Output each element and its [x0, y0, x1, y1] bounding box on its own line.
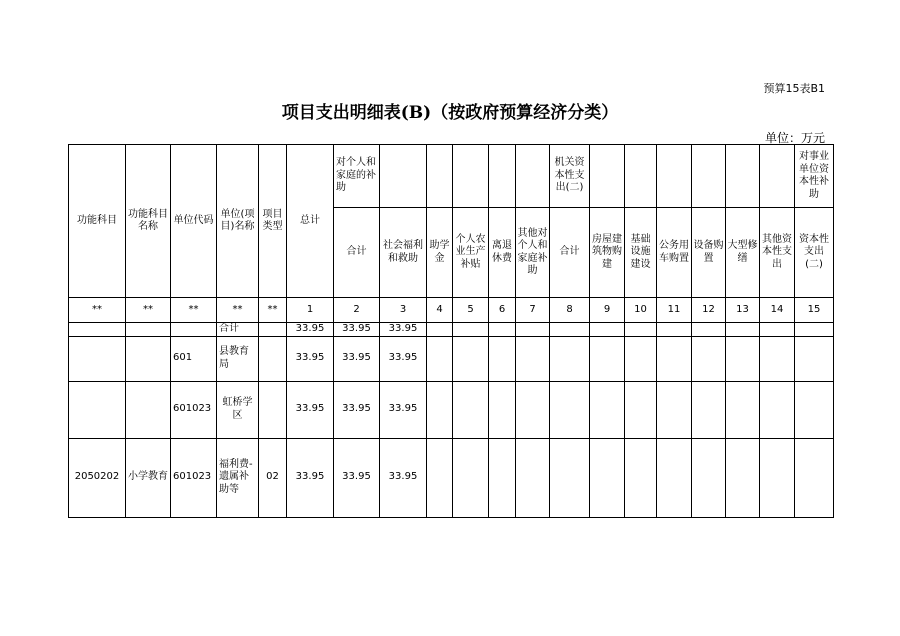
cell-empty: [489, 381, 516, 438]
index-cell: 12: [692, 298, 726, 323]
page-title: 项目支出明细表(B)（按政府预算经济分类）: [281, 103, 619, 123]
cell-empty: [625, 336, 657, 381]
cell-empty: [550, 323, 590, 337]
header-blank: [726, 145, 760, 208]
cell-empty: [692, 336, 726, 381]
cell-func-name: [126, 323, 171, 337]
index-cell: **: [126, 298, 171, 323]
cell-func-code: [69, 381, 126, 438]
header-blank: [625, 145, 657, 208]
header-official-vehicle: 公务用车购置: [657, 208, 692, 298]
header-other-capital: 其他资本性支出: [760, 208, 795, 298]
header-blank: [760, 145, 795, 208]
index-cell: **: [217, 298, 259, 323]
cell-empty: [692, 381, 726, 438]
header-blank: [380, 145, 427, 208]
header-group-personal: 对个人和家庭的补助: [334, 145, 380, 208]
cell-empty: [516, 438, 550, 517]
index-cell: 1: [287, 298, 334, 323]
header-subtotal-b: 合计: [550, 208, 590, 298]
header-total: 总计: [287, 145, 334, 298]
cell-empty: [657, 381, 692, 438]
cell-func-name: [126, 336, 171, 381]
cell-empty: [427, 336, 453, 381]
cell-welfare: 33.95: [380, 381, 427, 438]
cell-unit-name: 福利费-遗属补助等: [217, 438, 259, 517]
cell-project-type: [259, 336, 287, 381]
cell-empty: [516, 336, 550, 381]
cell-empty: [760, 336, 795, 381]
header-agri-subsidy: 个人农业生产补贴: [453, 208, 489, 298]
cell-empty: [657, 438, 692, 517]
cell-empty: [489, 336, 516, 381]
cell-func-code: 2050202: [69, 438, 126, 517]
header-blank: [516, 145, 550, 208]
header-func-name: 功能科目名称: [126, 145, 171, 298]
header-repair: 大型修缮: [726, 208, 760, 298]
header-blank: [489, 145, 516, 208]
index-cell: **: [259, 298, 287, 323]
cell-empty: [625, 323, 657, 337]
cell-empty: [657, 336, 692, 381]
cell-total: 33.95: [287, 381, 334, 438]
cell-empty: [692, 323, 726, 337]
cell-func-name: 小学教育: [126, 438, 171, 517]
cell-project-type: 02: [259, 438, 287, 517]
cell-subtotal: 33.95: [334, 438, 380, 517]
cell-subtotal: 33.95: [334, 323, 380, 337]
index-cell: 15: [795, 298, 834, 323]
cell-empty: [760, 323, 795, 337]
cell-subtotal: 33.95: [334, 336, 380, 381]
index-cell: 14: [760, 298, 795, 323]
cell-empty: [453, 438, 489, 517]
cell-unit-name: 合计: [217, 323, 259, 337]
cell-empty: [726, 438, 760, 517]
header-scholarship: 助学金: [427, 208, 453, 298]
cell-empty: [550, 381, 590, 438]
header-group-capital: 机关资本性支出(二): [550, 145, 590, 208]
index-cell: 10: [625, 298, 657, 323]
cell-empty: [590, 381, 625, 438]
table-row: [69, 336, 834, 381]
header-func-code: 功能科目: [69, 145, 126, 298]
index-cell: 11: [657, 298, 692, 323]
header-social-welfare: 社会福利和救助: [380, 208, 427, 298]
cell-empty: [427, 438, 453, 517]
table-row: [69, 323, 834, 337]
cell-empty: [692, 438, 726, 517]
cell-empty: [795, 381, 834, 438]
header-unit-name: 单位(项目)名称: [217, 145, 259, 298]
cell-empty: [489, 438, 516, 517]
form-code: 预算15表B1: [763, 82, 825, 95]
index-cell: 5: [453, 298, 489, 323]
table-row: [69, 381, 834, 438]
cell-func-code: [69, 323, 126, 337]
cell-empty: [590, 323, 625, 337]
header-housing: 房屋建筑物购建: [590, 208, 625, 298]
header-project-type: 项目类型: [259, 145, 287, 298]
index-cell: 9: [590, 298, 625, 323]
index-cell: **: [171, 298, 217, 323]
cell-empty: [726, 381, 760, 438]
cell-welfare: 33.95: [380, 438, 427, 517]
index-row: [69, 298, 834, 323]
cell-empty: [453, 336, 489, 381]
index-cell: 2: [334, 298, 380, 323]
index-cell: 3: [380, 298, 427, 323]
cell-unit-name: 虹桥学区: [217, 381, 259, 438]
cell-empty: [489, 323, 516, 337]
cell-empty: [657, 323, 692, 337]
header-group-enterprise: 对事业单位资本性补助: [795, 145, 834, 208]
cell-unit-code: 601023: [171, 381, 217, 438]
cell-total: 33.95: [287, 336, 334, 381]
cell-empty: [760, 438, 795, 517]
cell-func-name: [126, 381, 171, 438]
cell-empty: [625, 438, 657, 517]
header-unit-code: 单位代码: [171, 145, 217, 298]
cell-empty: [550, 336, 590, 381]
cell-empty: [590, 336, 625, 381]
cell-project-type: [259, 381, 287, 438]
header-equipment: 设备购置: [692, 208, 726, 298]
cell-empty: [795, 336, 834, 381]
header-retirement: 离退休费: [489, 208, 516, 298]
header-blank: [427, 145, 453, 208]
cell-empty: [726, 323, 760, 337]
cell-unit-code: 601023: [171, 438, 217, 517]
expenditure-table: [68, 144, 834, 518]
cell-empty: [516, 323, 550, 337]
header-blank: [453, 145, 489, 208]
index-cell: 8: [550, 298, 590, 323]
cell-empty: [625, 381, 657, 438]
index-cell: 7: [516, 298, 550, 323]
cell-empty: [427, 381, 453, 438]
cell-empty: [550, 438, 590, 517]
cell-empty: [590, 438, 625, 517]
index-cell: 4: [427, 298, 453, 323]
table-row: [69, 438, 834, 517]
index-cell: **: [69, 298, 126, 323]
index-cell: 13: [726, 298, 760, 323]
cell-empty: [795, 323, 834, 337]
cell-empty: [453, 323, 489, 337]
header-subtotal-a: 合计: [334, 208, 380, 298]
cell-empty: [795, 438, 834, 517]
header-blank: [657, 145, 692, 208]
cell-total: 33.95: [287, 438, 334, 517]
cell-welfare: 33.95: [380, 336, 427, 381]
header-blank: [590, 145, 625, 208]
cell-empty: [760, 381, 795, 438]
index-cell: 6: [489, 298, 516, 323]
cell-empty: [427, 323, 453, 337]
cell-project-type: [259, 323, 287, 337]
header-other-personal: 其他对个人和家庭补助: [516, 208, 550, 298]
cell-unit-name: 县教育局: [217, 336, 259, 381]
cell-unit-code: [171, 323, 217, 337]
header-infrastructure: 基础设施建设: [625, 208, 657, 298]
cell-empty: [453, 381, 489, 438]
cell-func-code: [69, 336, 126, 381]
cell-total: 33.95: [287, 323, 334, 337]
cell-empty: [516, 381, 550, 438]
cell-empty: [726, 336, 760, 381]
header-blank: [692, 145, 726, 208]
header-capital-2: 资本性支出(二): [795, 208, 834, 298]
unit-label: 单位：万元: [764, 131, 825, 145]
cell-welfare: 33.95: [380, 323, 427, 337]
cell-unit-code: 601: [171, 336, 217, 381]
cell-subtotal: 33.95: [334, 381, 380, 438]
